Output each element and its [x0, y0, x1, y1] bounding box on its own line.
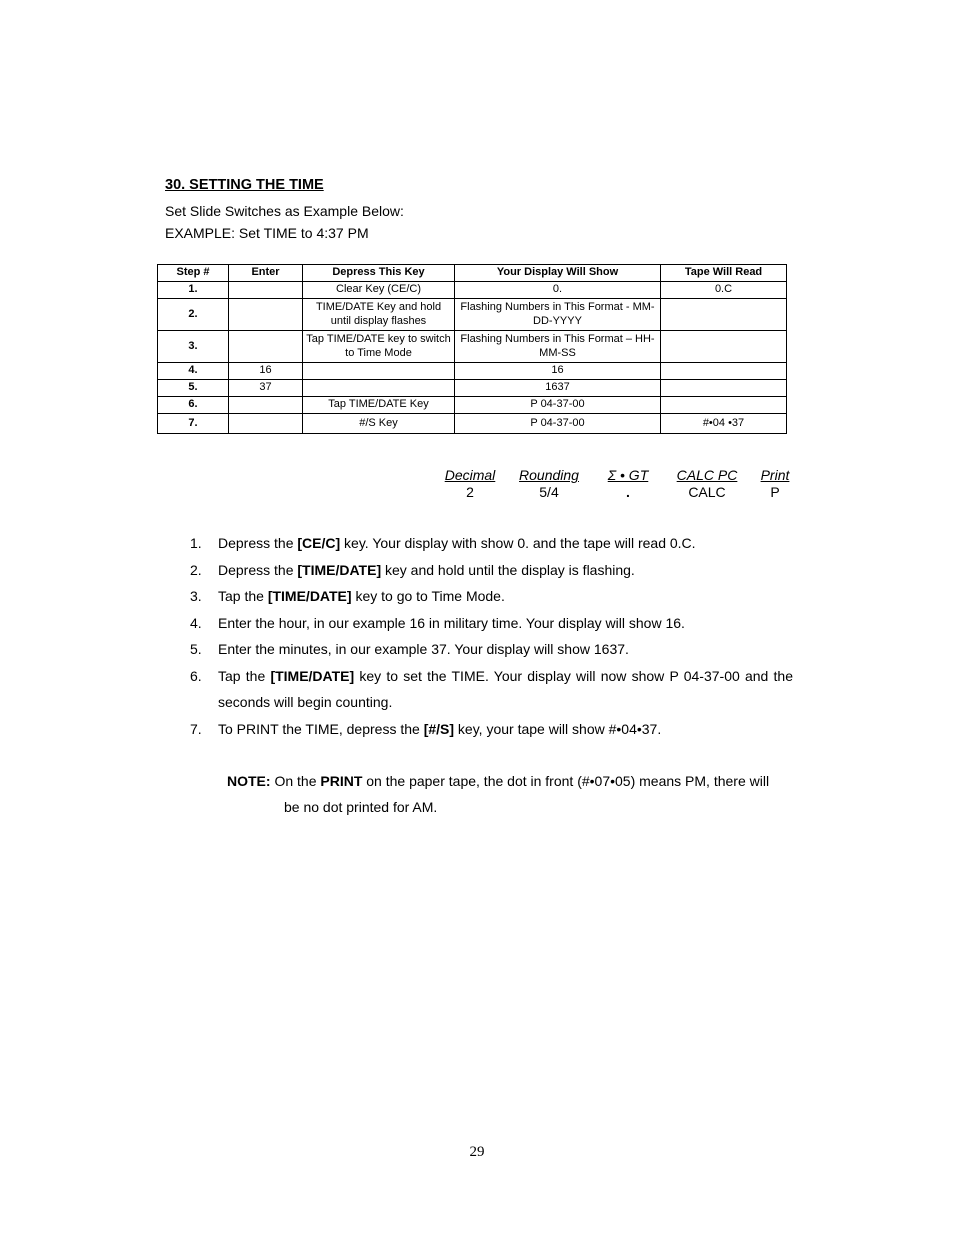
step-number: 3. [190, 588, 202, 604]
switch-label: Σ • GT [607, 467, 649, 483]
header-tape: Tape Will Read [661, 265, 787, 282]
cell-display: Flashing Numbers in This Format – HH-MM-SS [455, 331, 661, 363]
step-text: Depress the [TIME/DATE] key and hold until the display is flashing. [218, 561, 635, 578]
switch-calc-pc [670, 467, 744, 500]
table-row [158, 397, 787, 414]
switch-value: CALC [688, 484, 726, 500]
note-line-2: be no dot printed for AM. [284, 799, 438, 815]
cell-tape: #•04 •37 [661, 414, 787, 434]
switch-print [756, 467, 794, 500]
table-row [158, 299, 787, 331]
cell-enter [229, 397, 303, 414]
note-block [227, 768, 793, 820]
header-step: Step # [158, 265, 229, 282]
step-number: 7. [190, 720, 202, 737]
cell-step: 4. [158, 363, 229, 380]
cell-tape [661, 380, 787, 397]
list-item [190, 663, 793, 716]
switch-value: 5/4 [539, 484, 559, 500]
table-row [158, 363, 787, 380]
cell-tape: 0.C [661, 282, 787, 299]
switch-sigma-gt [598, 467, 658, 500]
list-item [190, 557, 793, 584]
cell-tape [661, 363, 787, 380]
cell-enter: 16 [229, 363, 303, 380]
cell-enter [229, 282, 303, 299]
table-row [158, 380, 787, 397]
cell-key [303, 363, 455, 380]
header-enter: Enter [229, 265, 303, 282]
step-number: 6. [190, 667, 202, 684]
step-text: To PRINT the TIME, depress the [#/S] key, your tape will show #•04•37. [218, 720, 662, 737]
list-item [190, 583, 793, 610]
cell-step: 2. [158, 299, 229, 331]
cell-step: 6. [158, 397, 229, 414]
cell-step: 1. [158, 282, 229, 299]
intro-example-line: EXAMPLE: Set TIME to 4:37 PM [165, 225, 369, 241]
cell-step: 7. [158, 414, 229, 434]
step-text: Depress the [CE/C] key. Your display with show 0. and the tape will read 0.C. [218, 535, 696, 551]
cell-step: 5. [158, 380, 229, 397]
page-number: 29 [469, 1144, 485, 1160]
switch-rounding [514, 467, 584, 500]
switch-value: . [626, 484, 630, 500]
cell-display: P 04-37-00 [455, 414, 661, 434]
switch-label: Rounding [519, 467, 579, 483]
list-item [190, 716, 793, 743]
cell-display: 16 [455, 363, 661, 380]
cell-enter [229, 331, 303, 363]
cell-enter: 37 [229, 380, 303, 397]
cell-display: 1637 [455, 380, 661, 397]
step-number: 5. [190, 641, 202, 657]
table-header-row [158, 265, 787, 282]
list-item [190, 530, 793, 557]
cell-key: TIME/DATE Key and hold until display flashes [303, 299, 455, 331]
intro-line-1: Set Slide Switches as Example Below: [165, 203, 404, 219]
table-row [158, 331, 787, 363]
switch-value: P [770, 484, 780, 500]
list-item [190, 610, 793, 637]
switch-decimal [438, 467, 502, 500]
step-text: Tap the [TIME/DATE] key to set the TIME. Your display will now show P 04-37-00 and the seconds will begin counting. [218, 667, 793, 710]
step-text: Tap the [TIME/DATE] key to go to Time Mode. [218, 588, 505, 604]
cell-key: #/S Key [303, 414, 455, 434]
cell-step: 3. [158, 331, 229, 363]
step-text: Enter the hour, in our example 16 in military time. Your display will show 16. [218, 614, 685, 631]
step-text: Enter the minutes, in our example 37. Your display will show 1637. [218, 641, 629, 657]
step-number: 1. [190, 535, 202, 551]
cell-tape [661, 397, 787, 414]
switch-label: Print [760, 467, 790, 483]
cell-key: Tap TIME/DATE Key [303, 397, 455, 414]
cell-enter [229, 299, 303, 331]
cell-key: Tap TIME/DATE key to switch to Time Mode [303, 331, 455, 363]
note-line-1: NOTE: On the PRINT on the paper tape, the dot in front (#•07•05) means PM, there will [227, 773, 770, 789]
cell-display: 0. [455, 282, 661, 299]
table-row [158, 414, 787, 434]
section-title: 30. SETTING THE TIME [165, 177, 324, 193]
cell-display: P 04-37-00 [455, 397, 661, 414]
cell-key: Clear Key (CE/C) [303, 282, 455, 299]
header-depress-key: Depress This Key [303, 265, 455, 282]
steps-table [157, 264, 787, 434]
step-number: 4. [190, 614, 202, 631]
cell-key [303, 380, 455, 397]
note-label: NOTE: [227, 773, 271, 789]
switch-label: Decimal [444, 467, 496, 483]
switch-label: CALC PC [676, 467, 738, 483]
step-number: 2. [190, 561, 202, 578]
switch-value: 2 [466, 484, 474, 500]
cell-display: Flashing Numbers in This Format - MM-DD-YYYY [455, 299, 661, 331]
table-row [158, 282, 787, 299]
cell-tape [661, 299, 787, 331]
cell-tape [661, 331, 787, 363]
instruction-list [190, 530, 793, 742]
list-item [190, 636, 793, 663]
header-display: Your Display Will Show [455, 265, 661, 282]
cell-enter [229, 414, 303, 434]
